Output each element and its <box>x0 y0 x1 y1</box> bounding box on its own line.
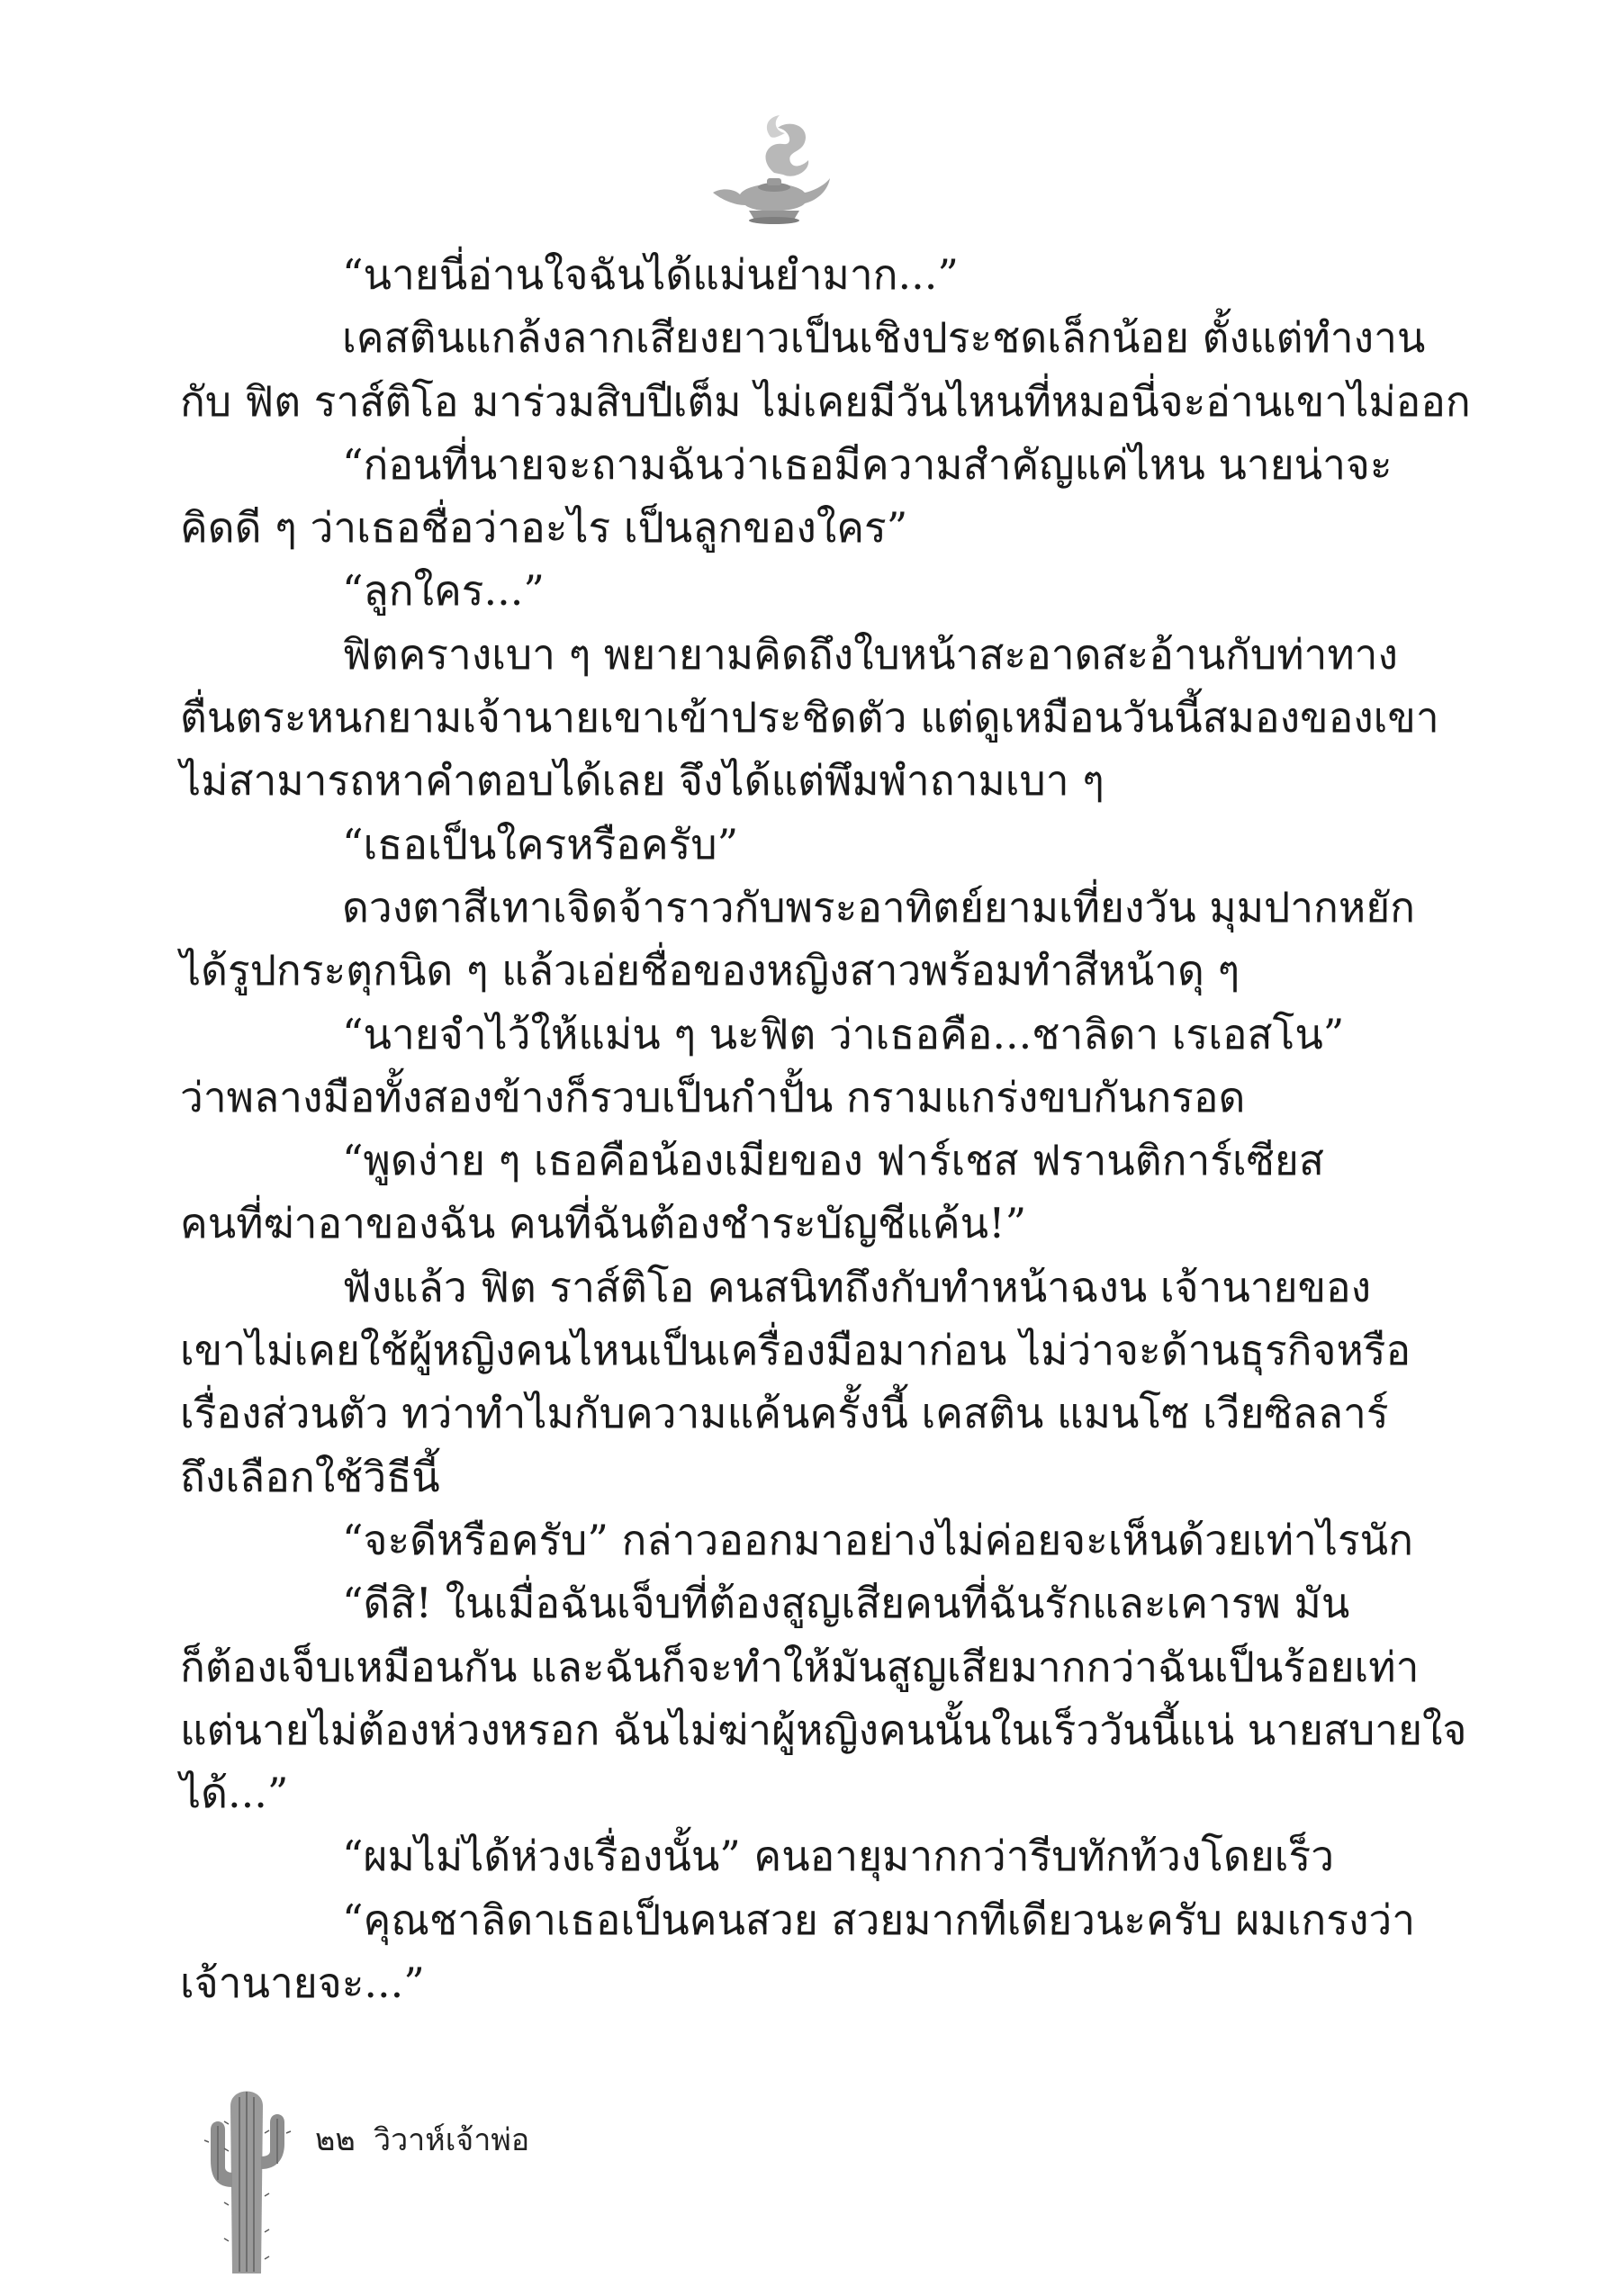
text-line: “นายจำไว้ให้แม่น ๆ นะฟิต ว่าเธอคือ...ชาลิดา เรเอสโน” <box>342 1009 1345 1058</box>
text-line: “ก่อนที่นายจะถามฉันว่าเธอมีความสำคัญแค่ไหน นายน่าจะ <box>342 439 1393 489</box>
text-line: แต่นายไม่ต้องห่วงหรอก ฉันไม่ฆ่าผู้หญิงคนนั้นในเร็ววันนี้แน่ นายสบายใจ <box>180 1705 1467 1754</box>
text-line: “ลูกใคร...” <box>342 566 545 616</box>
text-line: “จะดีหรือครับ” กล่าวออกมาอย่างไม่ค่อยจะเห็นด้วยเท่าไรนัก <box>342 1515 1413 1564</box>
text-line: เจ้านายจะ...” <box>180 1958 425 2008</box>
text-line: ว่าพลางมือทั้งสองข้างก็รวบเป็นกำปั้น กรามแกร่งขบกันกรอด <box>180 1072 1246 1121</box>
text-line: ฟิตครางเบา ๆ พยายามคิดถึงใบหน้าสะอาดสะอ้านกับท่าทาง <box>342 629 1398 679</box>
text-line: “เธอเป็นใครหรือครับ” <box>342 819 739 869</box>
page-number: ๒๒ <box>315 2122 356 2158</box>
text-line: ตื่นตระหนกยามเจ้านายเขาเข้าประชิดตัว แต่ดูเหมือนวันนี้สมองของเขา <box>180 693 1439 743</box>
text-line: กับ ฟิต ราส์ติโอ มาร่วมสิบปีเต็ม ไม่เคยมีวันไหนที่หมอนี่จะอ่านเขาไม่ออก <box>180 376 1471 426</box>
text-line: ฟังแล้ว ฟิต ราส์ติโอ คนสนิทถึงกับทำหน้าฉงน เจ้านายของ <box>342 1262 1372 1311</box>
text-line: ได้รูปกระตุกนิด ๆ แล้วเอ่ยชื่อของหญิงสาวพร้อมทำสีหน้าดุ ๆ <box>180 946 1240 995</box>
text-line: “นายนี่อ่านใจฉันได้แม่นยำมาก...” <box>342 250 959 299</box>
text-line: ดวงตาสีเทาเจิดจ้าราวกับพระอาทิตย์ยามเที่ยงวัน มุมปากหยัก <box>342 882 1416 932</box>
text-line: เคสตินแกล้งลากเสียงยาวเป็นเชิงประชดเล็กน้อย ตั้งแต่ทำงาน <box>342 313 1426 363</box>
text-line: คนที่ฆ่าอาของฉัน คนที่ฉันต้องชำระบัญชีแค้น!” <box>180 1199 1027 1248</box>
text-line: เขาไม่เคยใช้ผู้หญิงคนไหนเป็นเครื่องมือมาก่อน ไม่ว่าจะด้านธุรกิจหรือ <box>180 1326 1411 1375</box>
text-line: ไม่สามารถหาคำตอบได้เลย จึงได้แต่พึมพำถามเบา ๆ <box>180 756 1105 806</box>
text-line: “ผมไม่ได้ห่วงเรื่องนั้น” คนอายุมากกว่ารีบทักท้วงโดยเร็ว <box>342 1832 1335 1881</box>
text-line: “พูดง่าย ๆ เธอคือน้องเมียของ ฟาร์เชส ฟรานติการ์เซียส <box>342 1136 1324 1185</box>
magic-lamp-icon <box>704 110 839 227</box>
text-line: ได้...” <box>180 1769 289 1818</box>
text-line: คิดดี ๆ ว่าเธอชื่อว่าอะไร เป็นลูกของใคร” <box>180 503 908 553</box>
story-text <box>180 243 1471 2014</box>
text-line: “ดีสิ! ในเมื่อฉันเจ็บที่ต้องสูญเสียคนที่ฉันรักและเคารพ มัน <box>342 1579 1350 1628</box>
text-line: “คุณชาลิดาเธอเป็นคนสวย สวยมากทีเดียวนะครับ ผมเกรงว่า <box>342 1895 1416 1944</box>
book-title: วิวาห์เจ้าพ่อ <box>374 2122 530 2158</box>
page-footer <box>198 2070 738 2277</box>
text-line: เรื่องส่วนตัว ทว่าทำไมกับความแค้นครั้งนี้ เคสติน แมนโซ เวียซิลลาร์ <box>180 1389 1389 1438</box>
text-line: ก็ต้องเจ็บเหมือนกัน และฉันก็จะทำให้มันสูญเสียมากกว่าฉันเป็นร้อยเท่า <box>180 1642 1420 1691</box>
cactus-icon <box>198 2070 297 2277</box>
text-line: ถึงเลือกใช้วิธีนี้ <box>180 1452 440 1501</box>
